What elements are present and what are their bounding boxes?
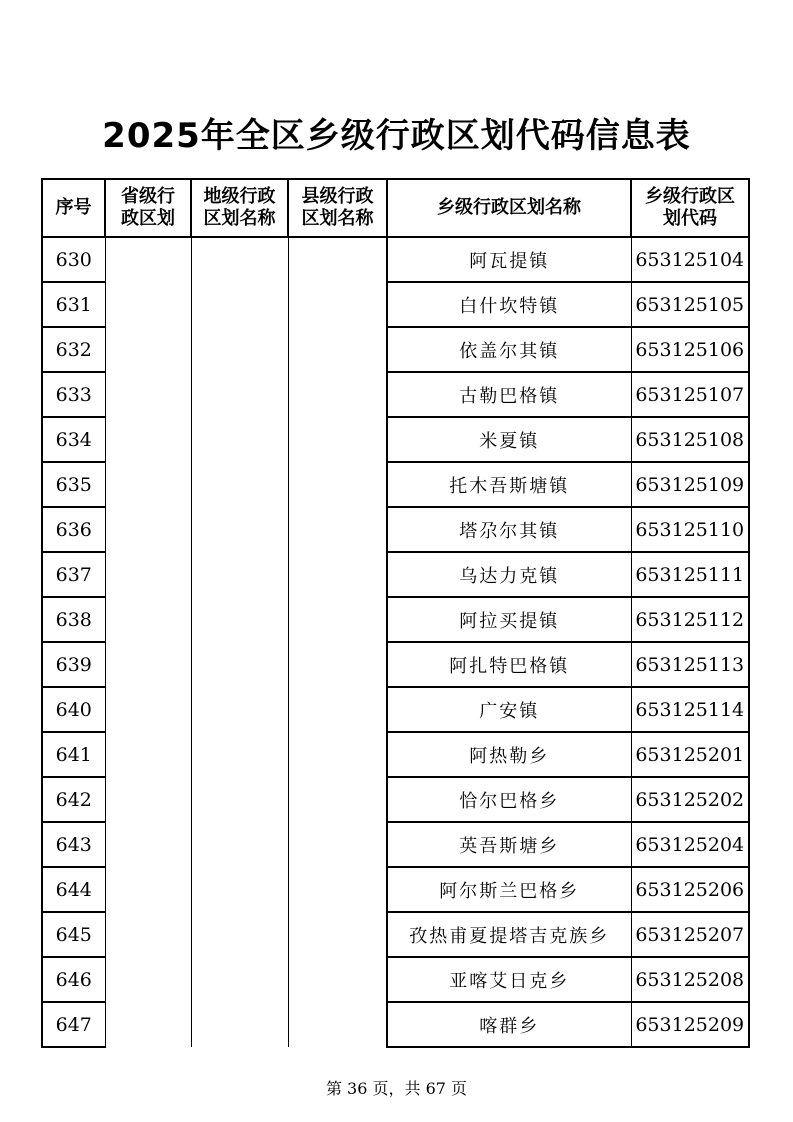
county-cell [288,507,387,552]
table-row [42,732,749,777]
county-cell [288,777,387,822]
seq-cell: 643 [42,822,105,867]
prefecture-cell [191,417,288,462]
province-cell [105,687,191,732]
township-name-cell: 阿瓦提镇 [387,237,631,282]
table-row [42,777,749,822]
province-cell [105,507,191,552]
table-row [42,462,749,507]
table-row [42,912,749,957]
county-cell [288,1002,387,1047]
table-row [42,237,749,282]
seq-cell: 642 [42,777,105,822]
township-name-cell: 塔尕尔其镇 [387,507,631,552]
seq-cell: 636 [42,507,105,552]
province-cell [105,957,191,1002]
township-code-cell: 653125208 [631,957,749,1002]
province-cell [105,777,191,822]
header-prefecture: 地级行政 区划名称 [191,179,288,237]
seq-cell: 644 [42,867,105,912]
prefecture-cell [191,687,288,732]
township-code-cell: 653125105 [631,282,749,327]
header-township-name: 乡级行政区划名称 [387,179,631,237]
seq-cell: 633 [42,372,105,417]
table-row [42,417,749,462]
table-header-row [42,179,749,237]
seq-cell: 640 [42,687,105,732]
seq-cell: 637 [42,552,105,597]
township-name-cell: 亚喀艾日克乡 [387,957,631,1002]
township-code-cell: 653125112 [631,597,749,642]
county-cell [288,237,387,282]
page-footer: 第 36 页，共 67 页 [325,1079,468,1098]
table-row [42,957,749,1002]
township-name-cell: 阿尔斯兰巴格乡 [387,867,631,912]
seq-cell: 632 [42,327,105,372]
prefecture-cell [191,957,288,1002]
table-row [42,687,749,732]
prefecture-cell [191,822,288,867]
prefecture-cell [191,777,288,822]
township-code-cell: 653125111 [631,552,749,597]
table-row [42,642,749,687]
township-name-cell: 乌达力克镇 [387,552,631,597]
province-cell [105,642,191,687]
prefecture-cell [191,282,288,327]
table-row [42,282,749,327]
prefecture-cell [191,327,288,372]
province-cell [105,237,191,282]
township-code-cell: 653125202 [631,777,749,822]
province-cell [105,732,191,777]
township-code-cell: 653125204 [631,822,749,867]
table-row [42,822,749,867]
county-cell [288,282,387,327]
prefecture-cell [191,237,288,282]
seq-cell: 635 [42,462,105,507]
county-cell [288,327,387,372]
county-cell [288,732,387,777]
province-cell [105,282,191,327]
county-cell [288,642,387,687]
seq-cell: 639 [42,642,105,687]
county-cell [288,552,387,597]
table-row [42,327,749,372]
seq-cell: 631 [42,282,105,327]
seq-cell: 634 [42,417,105,462]
county-cell [288,462,387,507]
header-county: 县级行政 区划名称 [288,179,387,237]
township-code-cell: 653125209 [631,1002,749,1047]
prefecture-cell [191,597,288,642]
seq-cell: 647 [42,1002,105,1047]
table-body [42,237,749,1047]
township-name-cell: 米夏镇 [387,417,631,462]
township-name-cell: 阿热勒乡 [387,732,631,777]
county-cell [288,417,387,462]
township-code-cell: 653125106 [631,327,749,372]
township-code-cell: 653125207 [631,912,749,957]
prefecture-cell [191,507,288,552]
township-name-cell: 阿扎特巴格镇 [387,642,631,687]
seq-cell: 641 [42,732,105,777]
township-code-cell: 653125113 [631,642,749,687]
province-cell [105,597,191,642]
header-township-code: 乡级行政区 划代码 [631,179,749,237]
county-cell [288,687,387,732]
province-cell [105,552,191,597]
township-code-cell: 653125201 [631,732,749,777]
prefecture-cell [191,912,288,957]
township-code-table [41,178,750,1048]
table-row [42,867,749,912]
seq-cell: 638 [42,597,105,642]
page-title: 2025年全区乡级行政区划代码信息表 [102,116,691,156]
county-cell [288,957,387,1002]
province-cell [105,417,191,462]
prefecture-cell [191,1002,288,1047]
township-code-cell: 653125109 [631,462,749,507]
province-cell [105,462,191,507]
prefecture-cell [191,732,288,777]
township-name-cell: 孜热甫夏提塔吉克族乡 [387,912,631,957]
table-row [42,372,749,417]
prefecture-cell [191,642,288,687]
table-row [42,1002,749,1047]
township-code-cell: 653125107 [631,372,749,417]
township-name-cell: 托木吾斯塘镇 [387,462,631,507]
header-province: 省级行 政区划 [105,179,191,237]
county-cell [288,867,387,912]
county-cell [288,822,387,867]
township-name-cell: 喀群乡 [387,1002,631,1047]
township-name-cell: 恰尔巴格乡 [387,777,631,822]
province-cell [105,372,191,417]
township-code-cell: 653125108 [631,417,749,462]
header-seq: 序号 [42,179,105,237]
prefecture-cell [191,552,288,597]
prefecture-cell [191,372,288,417]
seq-cell: 630 [42,237,105,282]
province-cell [105,1002,191,1047]
province-cell [105,912,191,957]
prefecture-cell [191,462,288,507]
township-name-cell: 阿拉买提镇 [387,597,631,642]
seq-cell: 646 [42,957,105,1002]
province-cell [105,822,191,867]
township-name-cell: 英吾斯塘乡 [387,822,631,867]
prefecture-cell [191,867,288,912]
table-row [42,597,749,642]
table-row [42,552,749,597]
township-name-cell: 白什坎特镇 [387,282,631,327]
township-code-cell: 653125104 [631,237,749,282]
county-cell [288,912,387,957]
seq-cell: 645 [42,912,105,957]
township-code-cell: 653125206 [631,867,749,912]
province-cell [105,867,191,912]
township-name-cell: 依盖尔其镇 [387,327,631,372]
province-cell [105,327,191,372]
county-cell [288,597,387,642]
township-name-cell: 广安镇 [387,687,631,732]
table-row [42,507,749,552]
township-name-cell: 古勒巴格镇 [387,372,631,417]
county-cell [288,372,387,417]
township-code-cell: 653125110 [631,507,749,552]
township-code-cell: 653125114 [631,687,749,732]
